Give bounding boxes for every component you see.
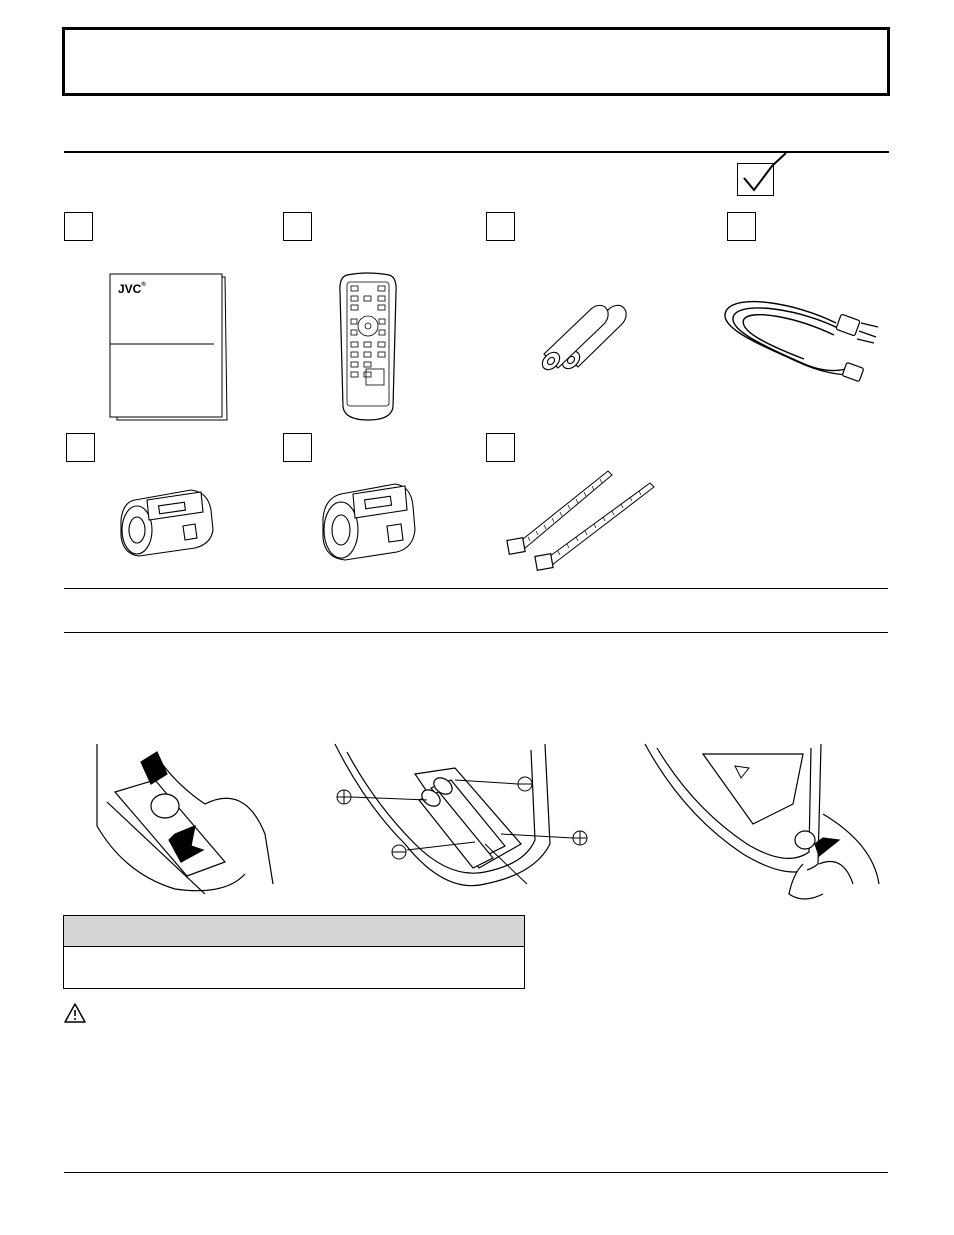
minus-circle-icon	[392, 845, 406, 859]
checkmark-icon	[736, 152, 796, 197]
warning-triangle-icon	[63, 1002, 87, 1024]
accessory-number-box-4	[727, 212, 756, 241]
accessory-number-box-2	[283, 212, 312, 241]
accessory-number-box-6	[283, 433, 312, 462]
ferrite-core-large-illustration	[315, 478, 425, 568]
open-cover-illustration	[95, 744, 275, 894]
note-box-header	[64, 916, 524, 947]
page-title-box	[62, 27, 890, 96]
close-cover-illustration	[643, 744, 883, 904]
batteries-illustration	[530, 298, 640, 378]
power-cord-illustration	[716, 283, 896, 393]
check-box	[737, 163, 774, 196]
note-box	[63, 915, 525, 989]
remote-control-illustration	[333, 272, 403, 422]
ferrite-core-small-illustration	[113, 482, 223, 562]
section-divider-battery	[64, 632, 888, 633]
cable-ties-illustration	[500, 467, 670, 577]
accessory-number-box-1	[64, 212, 93, 241]
insert-batteries-illustration	[335, 744, 585, 904]
plus-circle-icon	[573, 831, 587, 845]
accessory-number-box-5	[66, 433, 95, 462]
jvc-logo: JVC®	[118, 282, 146, 296]
plus-circle-icon	[337, 790, 351, 804]
footer-divider	[64, 1172, 888, 1173]
accessory-number-box-3	[486, 212, 515, 241]
accessory-number-box-7	[486, 433, 515, 462]
section-divider-middle	[64, 588, 888, 589]
